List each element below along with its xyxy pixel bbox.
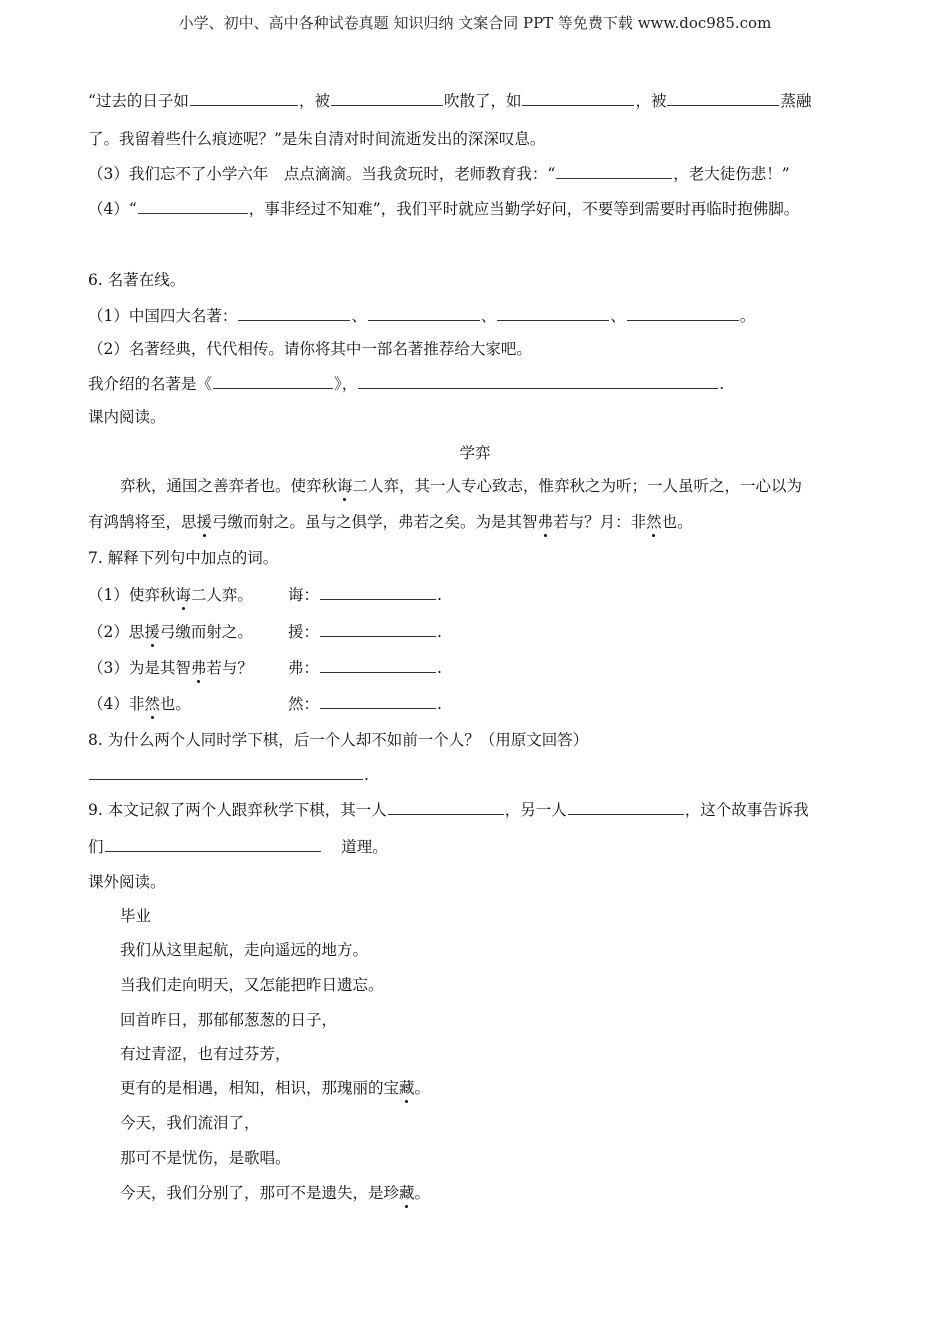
text: 弓缴而射之。虽与之俱学，弗若之矣。为是其智	[212, 513, 538, 531]
q6-part-3	[88, 373, 724, 394]
poem-line: 当我们走向明天，又怎能把昨日遗忘。	[120, 976, 384, 994]
text: 蒸融	[780, 92, 812, 110]
answer-blank[interactable]	[331, 90, 443, 106]
poem-line: 有过青涩，也有过芬芳，	[120, 1045, 291, 1063]
q5-line-3	[88, 163, 790, 184]
text: 、	[610, 307, 626, 325]
answer-blank[interactable]	[105, 836, 321, 852]
answer-blank[interactable]	[320, 584, 436, 600]
q7-title: 7. 解释下列句中加点的词。	[88, 549, 279, 567]
text: 。	[414, 1184, 431, 1202]
poem-line	[120, 1183, 430, 1203]
text: 们	[88, 838, 104, 856]
dotted-word: 援	[196, 513, 213, 531]
answer-blank[interactable]	[627, 305, 739, 321]
text: 吹散了，如	[443, 92, 522, 110]
text: （3）我们忘不了小学六年 点点滴滴。当我贪玩时，老师教育我：“	[88, 165, 556, 183]
dotted-word: 弗	[537, 513, 554, 531]
answer-blank[interactable]	[320, 693, 436, 709]
q6-title: 6. 名著在线。	[88, 271, 186, 289]
q9-line-2	[88, 836, 388, 857]
poem-line: 我们从这里起航，走向遥远的地方。	[120, 941, 369, 959]
q6-part-1	[88, 305, 755, 326]
outer-reading-label: 课外阅读。	[88, 873, 166, 891]
text: ，另一人	[504, 801, 567, 819]
dotted-word: 藏	[399, 1184, 415, 1202]
passage-line-1	[120, 476, 802, 496]
text: 诲：	[288, 586, 320, 604]
answer-blank[interactable]	[522, 90, 634, 106]
answer-blank[interactable]	[190, 90, 298, 106]
answer-blank[interactable]	[358, 373, 718, 389]
text: 弈秋，通国之善弈者也。使弈秋	[120, 477, 338, 495]
dotted-word: 藏	[399, 1079, 415, 1097]
passage-line-2	[88, 512, 693, 532]
q7-item: （1）使弈秋诲二人弈。 诲： .	[88, 586, 442, 604]
text: 然：	[288, 695, 320, 713]
answer-blank[interactable]	[667, 90, 779, 106]
text: 9. 本文记叙了两个人跟弈秋学下棋，其一人	[88, 801, 387, 819]
text: 有鸿鹄将至，思	[88, 513, 197, 531]
text: 二人弈，其一人专心致志，惟弈秋之为听；一人虽听之，一心以为	[352, 477, 803, 495]
text: （1）中国四大名著：	[88, 307, 238, 325]
q5-line-2: 了。我留着些什么痕迹呢？”是朱自清对时间流逝发出的深深叹息。	[88, 130, 546, 148]
dotted-word: 诲	[337, 477, 353, 495]
poem-line: 那可不是忧伤，是歌唱。	[120, 1149, 291, 1167]
answer-blank[interactable]	[238, 305, 350, 321]
answer-blank[interactable]	[320, 621, 436, 637]
text: 更有的是相遇，相知，相识，那瑰丽的宝	[120, 1079, 400, 1097]
poem-title: 毕业	[120, 907, 152, 925]
text: ，老大徒伤悲！”	[673, 165, 790, 183]
text: 也。	[661, 513, 693, 531]
q5-line-1	[88, 90, 812, 111]
text: ，被	[635, 92, 667, 110]
q6-part-2: （2）名著经典，代代相传。请你将其中一部名著推荐给大家吧。	[88, 340, 532, 358]
text: 》，	[334, 375, 358, 393]
q5-line-4	[88, 198, 799, 219]
page-header: 小学、初中、高中各种试卷真题 知识归纳 文案合同 PPT 等免费下载 www.doc985.com	[178, 14, 772, 32]
text: 、	[351, 307, 367, 325]
text: 、	[480, 307, 497, 325]
inner-reading-label: 课内阅读。	[88, 408, 166, 426]
answer-blank[interactable]	[213, 373, 333, 389]
q7-item: （3）为是其智弗若与？ 弗： .	[88, 659, 442, 677]
q8-answer: .	[88, 764, 369, 785]
text: ，被	[298, 92, 330, 110]
answer-blank[interactable]	[320, 657, 436, 673]
answer-blank[interactable]	[568, 799, 684, 815]
dotted-word: 然	[646, 513, 662, 531]
answer-blank[interactable]	[497, 305, 609, 321]
q7-item: （2）思援弓缴而射之。 援： .	[88, 623, 442, 641]
text: 若与？月：非	[553, 513, 647, 531]
text: 我介绍的名著是《	[88, 375, 213, 393]
answer-blank[interactable]	[89, 764, 363, 780]
text: （4）“	[88, 200, 137, 218]
text: 道理。	[341, 838, 388, 856]
q7-item: （4）非然也。 然： .	[88, 695, 442, 713]
answer-blank[interactable]	[138, 198, 248, 214]
answer-blank[interactable]	[388, 799, 504, 815]
text: 今天，我们分别了，那可不是遗失，是珍	[120, 1184, 400, 1202]
text: ，这个故事告诉我	[684, 801, 809, 819]
passage-title: 学弈	[459, 444, 491, 462]
q9-line-1	[88, 799, 809, 820]
text: 。	[739, 307, 756, 325]
text: .	[719, 375, 725, 393]
poem-line	[120, 1078, 430, 1098]
q8-title: 8. 为什么两个人同时学下棋，后一个人却不如前一个人？（用原文回答）	[88, 731, 589, 749]
text: 弗：	[288, 659, 320, 677]
poem-line: 回首昨日，那郁郁葱葱的日子，	[120, 1011, 338, 1029]
text: “过去的日子如	[88, 92, 189, 110]
text: 援：	[288, 623, 320, 641]
text: 。	[414, 1079, 431, 1097]
poem-line: 今天，我们流泪了，	[120, 1114, 260, 1132]
answer-blank[interactable]	[368, 305, 480, 321]
answer-blank[interactable]	[556, 163, 672, 179]
text: ，事非经过不知难”，我们平时就应当勤学好问，不要等到需要时再临时抱佛脚。	[248, 200, 800, 218]
